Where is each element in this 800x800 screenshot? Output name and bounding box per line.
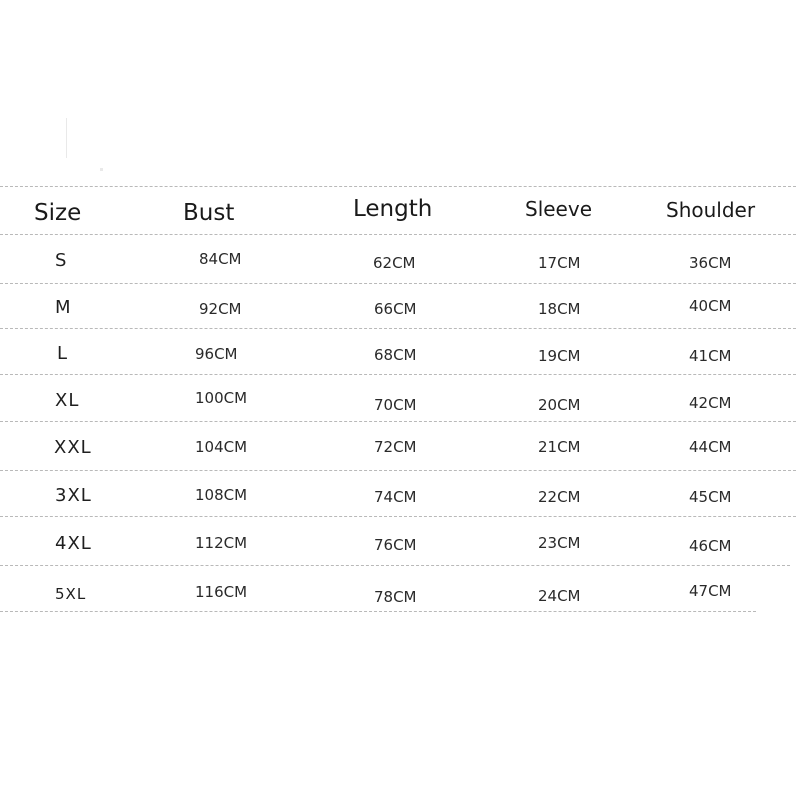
table-rule xyxy=(0,186,796,187)
bust-cell: 96CM xyxy=(195,345,238,363)
table-rule xyxy=(0,328,796,329)
shoulder-cell: 46CM xyxy=(689,537,732,555)
length-cell: 68CM xyxy=(374,346,417,364)
table-rule xyxy=(0,516,796,517)
size-cell: XXL xyxy=(54,437,92,458)
table-rule xyxy=(0,374,796,375)
bust-cell: 112CM xyxy=(195,534,248,552)
shoulder-cell: 45CM xyxy=(689,488,732,506)
sleeve-cell: 20CM xyxy=(538,396,581,414)
length-cell: 66CM xyxy=(374,300,417,318)
table-rule xyxy=(0,234,796,235)
size-cell: 5XL xyxy=(55,585,87,603)
shoulder-cell: 36CM xyxy=(689,254,732,272)
sleeve-cell: 23CM xyxy=(538,534,581,552)
size-cell: 4XL xyxy=(55,533,92,554)
table-rule xyxy=(0,421,796,422)
header-length: Length xyxy=(353,196,433,222)
length-cell: 76CM xyxy=(374,536,417,554)
length-cell: 78CM xyxy=(374,588,417,606)
scan-artifact xyxy=(100,168,103,171)
sleeve-cell: 21CM xyxy=(538,438,581,456)
size-cell: L xyxy=(57,343,69,364)
table-rule xyxy=(0,470,796,471)
shoulder-cell: 40CM xyxy=(689,297,732,315)
sleeve-cell: 22CM xyxy=(538,488,581,506)
length-cell: 62CM xyxy=(373,254,416,272)
length-cell: 72CM xyxy=(374,438,417,456)
length-cell: 74CM xyxy=(374,488,417,506)
shoulder-cell: 41CM xyxy=(689,347,732,365)
header-shoulder: Shoulder xyxy=(666,198,756,222)
bust-cell: 92CM xyxy=(199,300,242,318)
sleeve-cell: 18CM xyxy=(538,300,581,318)
bust-cell: 104CM xyxy=(195,438,248,456)
sleeve-cell: 24CM xyxy=(538,587,581,605)
table-rule xyxy=(0,283,796,284)
table-rule xyxy=(0,611,756,612)
sleeve-cell: 19CM xyxy=(538,347,581,365)
size-cell: 3XL xyxy=(55,485,92,506)
shoulder-cell: 42CM xyxy=(689,394,732,412)
header-size: Size xyxy=(34,200,82,226)
bust-cell: 84CM xyxy=(199,250,242,268)
shoulder-cell: 47CM xyxy=(689,582,732,600)
size-cell: XL xyxy=(55,390,80,411)
size-cell: S xyxy=(55,250,68,271)
sleeve-cell: 17CM xyxy=(538,254,581,272)
bust-cell: 108CM xyxy=(195,486,248,504)
scan-artifact xyxy=(66,118,67,158)
header-bust: Bust xyxy=(183,200,235,226)
header-sleeve: Sleeve xyxy=(525,197,593,221)
shoulder-cell: 44CM xyxy=(689,438,732,456)
bust-cell: 116CM xyxy=(195,583,248,601)
size-cell: M xyxy=(55,297,72,318)
table-rule xyxy=(0,565,790,566)
length-cell: 70CM xyxy=(374,396,417,414)
bust-cell: 100CM xyxy=(195,389,248,407)
